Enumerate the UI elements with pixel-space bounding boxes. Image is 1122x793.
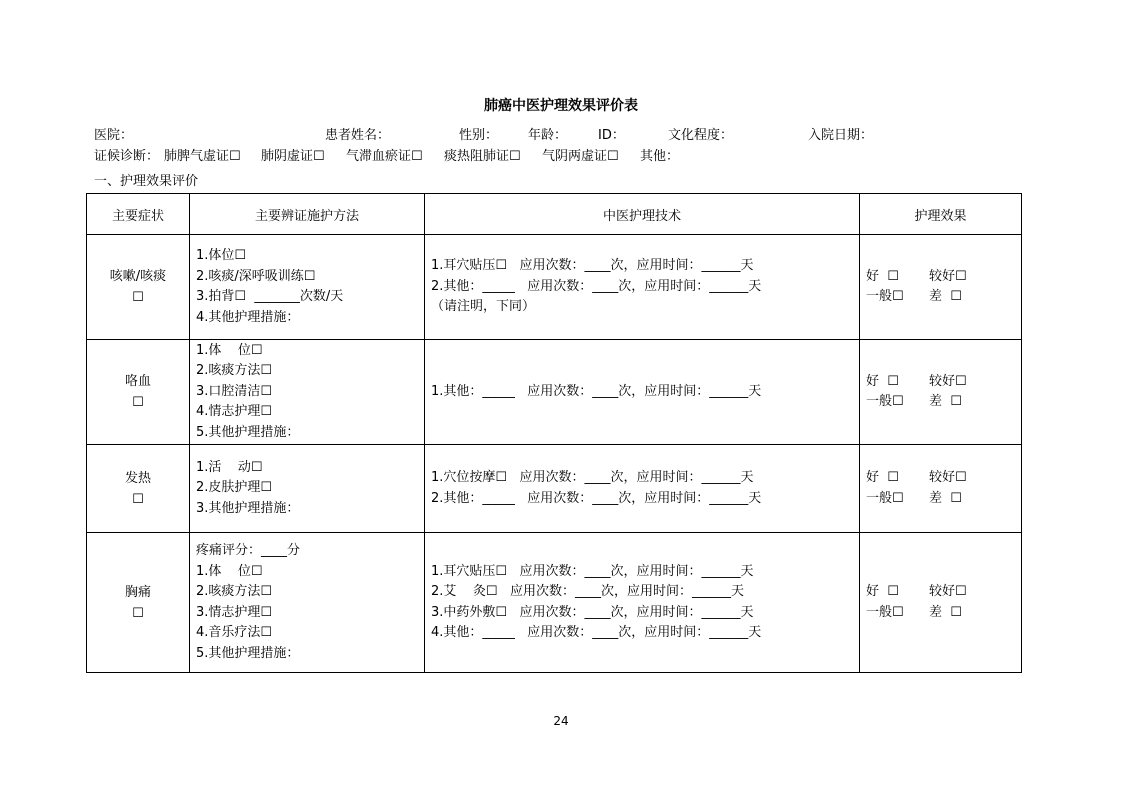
technique-item[interactable]: 3.中药外敷☐ 应用次数：____次，应用时间：______天 (431, 604, 754, 620)
effect-option[interactable]: 一般☐ (866, 490, 904, 506)
symptom-name: 咳嗽/咳痰 (109, 269, 167, 284)
measures-cell (190, 340, 425, 445)
effect-cell (860, 533, 1022, 673)
diagnosis-option-other: 其他： (640, 149, 680, 164)
table-row (87, 235, 1022, 340)
header-effect: 护理效果 (860, 194, 1022, 235)
table-row (87, 445, 1022, 533)
effect-cell (860, 340, 1022, 445)
effect-option[interactable]: 一般☐ (866, 604, 904, 620)
technique-item[interactable]: 1.其他：_____ 应用次数：____次，应用时间：______天 (431, 383, 762, 399)
measure-item[interactable]: 3.口腔清洁☐ (196, 383, 273, 399)
admission-date-label: 入院日期： (808, 128, 874, 143)
measure-item[interactable]: 3.其他护理措施： (196, 500, 300, 516)
measure-item[interactable]: 3.情志护理☐ (196, 604, 273, 620)
diagnosis-option: 痰热阻肺证☐ (444, 149, 521, 164)
hospital-label: 医院： (94, 128, 134, 143)
section-heading: 一、护理效果评价 (94, 174, 199, 189)
table-row (87, 340, 1022, 445)
patient-name-label: 患者姓名： (325, 128, 391, 143)
education-label: 文化程度： (668, 128, 734, 143)
effect-option[interactable]: 好 ☐ (866, 584, 899, 599)
measure-item[interactable]: 4.情志护理☐ (196, 404, 273, 420)
measure-item[interactable]: 1.体 位☐ (196, 342, 263, 358)
diagnosis-line (94, 145, 794, 163)
symptom-checkbox[interactable]: ☐ (132, 290, 144, 305)
effect-option[interactable]: 差 ☐ (929, 604, 962, 620)
effect-cell (860, 445, 1022, 533)
symptom-cell (87, 445, 190, 533)
effect-option[interactable]: 较好☐ (929, 268, 967, 284)
effect-option[interactable]: 一般☐ (866, 289, 904, 304)
measures-cell (190, 445, 425, 533)
measure-item[interactable]: 4.音乐疗法☐ (196, 625, 273, 640)
technique-item[interactable]: 1.耳穴贴压☐ 应用次数：____次，应用时间：______天 (431, 258, 754, 274)
pain-score-field[interactable]: 疼痛评分：____分 (196, 543, 301, 558)
effect-option[interactable]: 差 ☐ (929, 289, 962, 304)
symptom-checkbox[interactable]: ☐ (132, 395, 144, 410)
technique-item[interactable]: 4.其他：_____ 应用次数：____次，应用时间：______天 (431, 625, 762, 640)
diagnosis-label: 证候诊断： (94, 149, 160, 164)
header-measures: 主要辨证施护方法 (190, 194, 425, 235)
techniques-cell (425, 445, 860, 533)
patient-info-line (94, 124, 944, 142)
effect-option[interactable]: 好 ☐ (866, 470, 899, 485)
technique-note: （请注明，下同） (431, 299, 536, 315)
technique-item[interactable]: 1.耳穴贴压☐ 应用次数：____次，应用时间：______天 (431, 563, 754, 579)
effect-option[interactable]: 较好☐ (929, 584, 967, 599)
symptom-checkbox[interactable]: ☐ (132, 491, 144, 507)
header-techniques: 中医护理技术 (425, 194, 860, 235)
table-header-row (87, 194, 1022, 235)
header-symptom: 主要症状 (87, 194, 190, 235)
effect-option[interactable]: 较好☐ (929, 373, 967, 389)
measure-item[interactable]: 2.咳痰方法☐ (196, 363, 273, 379)
effect-option[interactable]: 差 ☐ (929, 394, 962, 409)
symptom-cell (87, 340, 190, 445)
technique-item[interactable]: 2.艾 灸☐ 应用次数：____次，应用时间：______天 (431, 584, 744, 599)
techniques-cell (425, 235, 860, 340)
diagnosis-option: 肺阴虚证☐ (261, 149, 325, 164)
techniques-cell (425, 533, 860, 673)
technique-item[interactable]: 1.穴位按摩☐ 应用次数：____次，应用时间：______天 (431, 470, 754, 485)
measure-item[interactable]: 4.其他护理措施： (196, 309, 300, 325)
diagnosis-option: 气阴两虚证☐ (542, 149, 619, 164)
measure-item[interactable]: 3.拍背☐ _______次数/天 (196, 289, 344, 304)
measure-item[interactable]: 1.活 动☐ (196, 459, 263, 475)
effect-cell (860, 235, 1022, 340)
form-title: 肺癌中医护理效果评价表 (484, 98, 638, 114)
symptom-checkbox[interactable]: ☐ (132, 605, 144, 621)
technique-item[interactable]: 2.其他：_____ 应用次数：____次，应用时间：______天 (431, 490, 762, 506)
measure-item[interactable]: 2.咳痰/深呼吸训练☐ (196, 268, 316, 284)
effect-option[interactable]: 好 ☐ (866, 268, 899, 284)
diagnosis-option: 气滞血瘀证☐ (346, 149, 423, 164)
measures-cell (190, 235, 425, 340)
effect-option[interactable]: 一般☐ (866, 394, 904, 409)
measure-item[interactable]: 2.皮肤护理☐ (196, 480, 273, 496)
page-number: 24 (553, 714, 569, 728)
measure-item[interactable]: 1.体 位☐ (196, 563, 263, 579)
diagnosis-option: 肺脾气虚证☐ (164, 149, 241, 164)
measure-item[interactable]: 5.其他护理措施： (196, 645, 300, 661)
evaluation-table (86, 193, 1022, 673)
measure-item[interactable]: 5.其他护理措施： (196, 424, 300, 440)
technique-item[interactable]: 2.其他：_____ 应用次数：____次，应用时间：______天 (431, 278, 762, 294)
table-row (87, 533, 1022, 673)
techniques-cell (425, 340, 860, 445)
measure-item[interactable]: 2.咳痰方法☐ (196, 584, 273, 599)
measures-cell (190, 533, 425, 673)
symptom-cell (87, 533, 190, 673)
gender-label: 性别： (459, 128, 499, 143)
symptom-name: 咯血 (124, 374, 151, 389)
id-label: ID： (598, 128, 625, 143)
age-label: 年龄： (528, 128, 568, 143)
effect-option[interactable]: 较好☐ (929, 470, 967, 485)
symptom-cell (87, 235, 190, 340)
symptom-name: 发热 (124, 470, 151, 486)
measure-item[interactable]: 1.体位☐ (196, 248, 247, 263)
effect-option[interactable]: 好 ☐ (866, 373, 899, 389)
effect-option[interactable]: 差 ☐ (929, 490, 962, 506)
symptom-name: 胸痛 (124, 584, 151, 600)
